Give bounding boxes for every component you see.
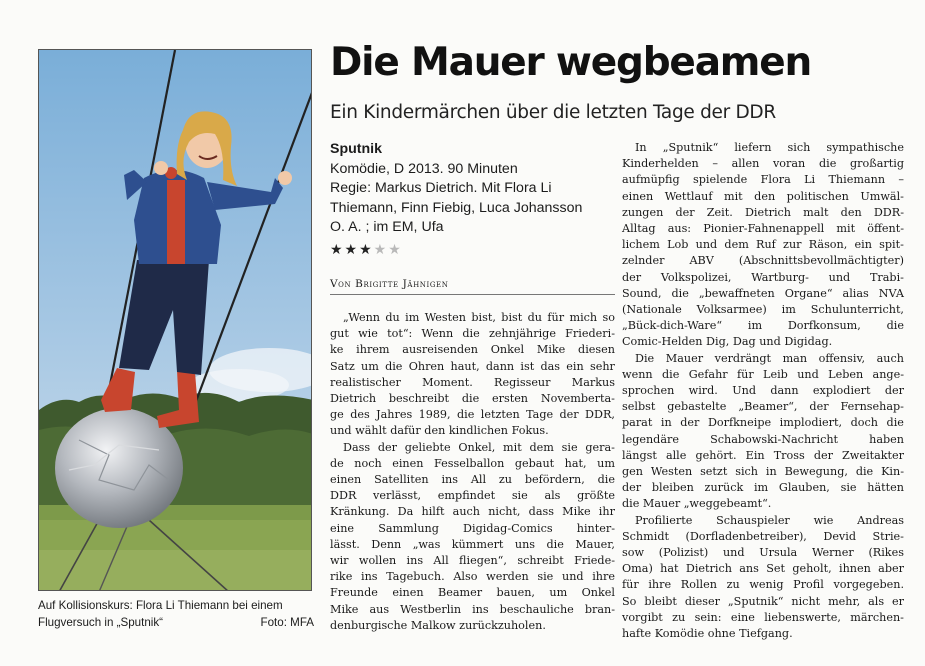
rating-star-filled: ★★★	[330, 240, 374, 257]
article-text-line: hafte Komödie ohne Tiefgang.	[622, 627, 793, 641]
article-text-line: ke ihrem ausreisenden Onkel Mike diesen	[330, 343, 615, 357]
article-text-line: der bleiben zurück im Glauben, sie hätten	[622, 481, 904, 495]
author-byline	[330, 278, 615, 295]
article-text-line: Satz um die Ohren haut, dann ist das ein sehr	[330, 359, 615, 373]
article-text-line: Die Mauer verdrängt man offensiv, auch	[635, 351, 904, 365]
article-text-line: gut wie tot“: Wenn die zehnjährige Friederi-	[330, 327, 615, 341]
article-text-line: lässt. Denn „was kümmert uns die Mauer,	[330, 537, 615, 551]
article-text-line: für ihre Rollen zu wenig Profil vorgegeben.	[622, 578, 904, 592]
article-text-line: DDR verlässt, empfindet sie als größte	[330, 489, 615, 503]
photo-girl-on-foil-ball	[39, 50, 312, 591]
article-text-line: Sound, die „bewaffneten Organe“ alias NVA	[622, 286, 904, 300]
rating-stars	[330, 240, 615, 260]
article-text-line: der Volkspolizei, Wartburg- und Trabi-	[622, 270, 904, 284]
article-column-1	[330, 310, 615, 634]
article-subheadline: Ein Kindermärchen über die letzten Tage der DDR	[330, 102, 776, 123]
article-text-line: Oma) hat Dietrich ans Set geholt, ihnen aber	[622, 562, 904, 576]
article-text-line: Comic-Helden Dig, Dag und Digidag.	[622, 335, 833, 349]
article-text-line: Mike aus Westberlin ins beschauliche bran-	[330, 602, 615, 616]
article-column-2	[622, 140, 904, 642]
article-text-line: Alltag aus: Pionier-Fahnenappell mit öffent-	[622, 222, 904, 236]
article-text-line: legendäre Schabowski-Nachricht haben	[622, 432, 904, 446]
article-text-line: die Mauer „weggebeamt“.	[622, 497, 772, 511]
author-name: Von Brigitte Jähnigen	[330, 278, 449, 290]
article-text-line: So bleibt dieser „Sputnik“ nicht mehr, als er	[622, 594, 904, 608]
caption-line	[38, 614, 314, 631]
article-text-line: Schmidt (Dorfladenbetreiber), Devid Strie-	[622, 529, 904, 543]
article-text-line: Kränkung. Da hilft auch nicht, dass Mike ihr	[330, 505, 615, 519]
article-text-line: längst alle gehört. Ein Tross der Zweitakter	[622, 448, 904, 462]
article-text-line: selbst gebastelte „Beamer“, der Fernsehap-	[622, 400, 904, 414]
film-title: Sputnik	[330, 141, 383, 157]
article-text-line: wir wollen ins All fliegen“, schreibt Friede-	[330, 554, 615, 568]
article-text-line: Dass der geliebte Onkel, mit dem sie gera-	[343, 440, 615, 454]
article-text-line: gen Westen setzt sich in Bewegung, die Kin-	[622, 465, 904, 479]
photo-credit: Foto: MFA	[260, 616, 314, 629]
article-text-line: de noch einen Fesselballon gebaut hat, um	[330, 456, 615, 470]
article-photo	[38, 49, 312, 591]
article-text-line: wenn die Gefahr für Leib und Leben ange-	[622, 367, 904, 381]
article-text-line: denburgische Malkow zurückzuholen.	[330, 618, 546, 632]
article-text-line: lichem Lob und dem Ruf zur Räson, ein spit-	[622, 238, 904, 252]
article-headline: Die Mauer wegbeamen	[330, 40, 812, 85]
article-text-line: und wählt dafür den kindlichen Fokus.	[330, 424, 549, 438]
article-text-line: rike ins Tagebuch. Also werden sie und ihre	[330, 570, 615, 584]
article-text-line: Dietrich beschreibt die ersten Novemberta-	[330, 392, 615, 406]
article-text-line: sow (Polizist) und Ursula Werner (Rikes	[622, 546, 904, 560]
article-text-line: Freunde einen Beamer bauen, um Onkel	[330, 586, 615, 600]
article-text-line: parat in der Dorfkneipe implodiert, doch die	[622, 416, 904, 430]
film-info-line: Komödie, D 2013. 90 Minuten	[330, 160, 518, 177]
film-info-line: Regie: Markus Dietrich. Mit Flora Li	[330, 180, 552, 197]
article-text-line: sprochen wird. Und dann explodiert der	[622, 384, 904, 398]
caption-text: Flugversuch in „Sputnik“	[38, 616, 164, 629]
article-text-line: vorgibt zu sein: eine liebenswerte, märchen-	[622, 610, 904, 624]
caption-text: Auf Kollisionskurs: Flora Li Thiemann bei einem	[38, 599, 283, 612]
article-text-line: einen Wettlauf mit den politischen Umwäl-	[622, 189, 904, 203]
article-text-line: (Nationale Volksarmee) im Schulunterricht,	[622, 303, 904, 317]
article-text-line: Profilierte Schauspieler wie Andreas	[635, 513, 904, 527]
article-text-line: einen Satelliten ins All zu befördern, die	[330, 473, 615, 487]
film-info-box	[330, 140, 615, 260]
rating-star-empty: ★★	[373, 240, 403, 257]
caption-line	[38, 597, 314, 614]
article-text-line: aufmüpfig spielende Flora Li Thiemann –	[622, 173, 904, 187]
article-text-line: Kinderhelden – allen voran die großartig	[622, 157, 904, 171]
article-text-line: „Bück-dich-Ware“ im Dorfkonsum, die	[622, 319, 904, 333]
article-text-line: eine Sammlung Digidag-Comics hinter-	[330, 521, 615, 535]
article-text-line: zungen der Zeit. Dietrich malt den DDR-	[622, 205, 904, 219]
article-text-line: zelnder ABV (Abschnittsbevollmächtigter)	[622, 254, 904, 268]
article-text-line: „Wenn du im Westen bist, bist du für mich so	[343, 311, 615, 324]
film-info-line: Thiemann, Finn Fiebig, Luca Johansson	[330, 199, 583, 216]
article-text-line: realistischer Moment. Regisseur Markus	[330, 375, 615, 389]
article-text-line: In „Sputnik“ liefern sich sympathische	[635, 141, 904, 154]
film-info-line: O. A. ; im EM, Ufa	[330, 219, 444, 236]
film-info-lines	[330, 160, 615, 238]
article-text-line: ge des Jahres 1989, die letzten Tage der DDR,	[330, 408, 615, 422]
photo-caption	[38, 597, 314, 631]
